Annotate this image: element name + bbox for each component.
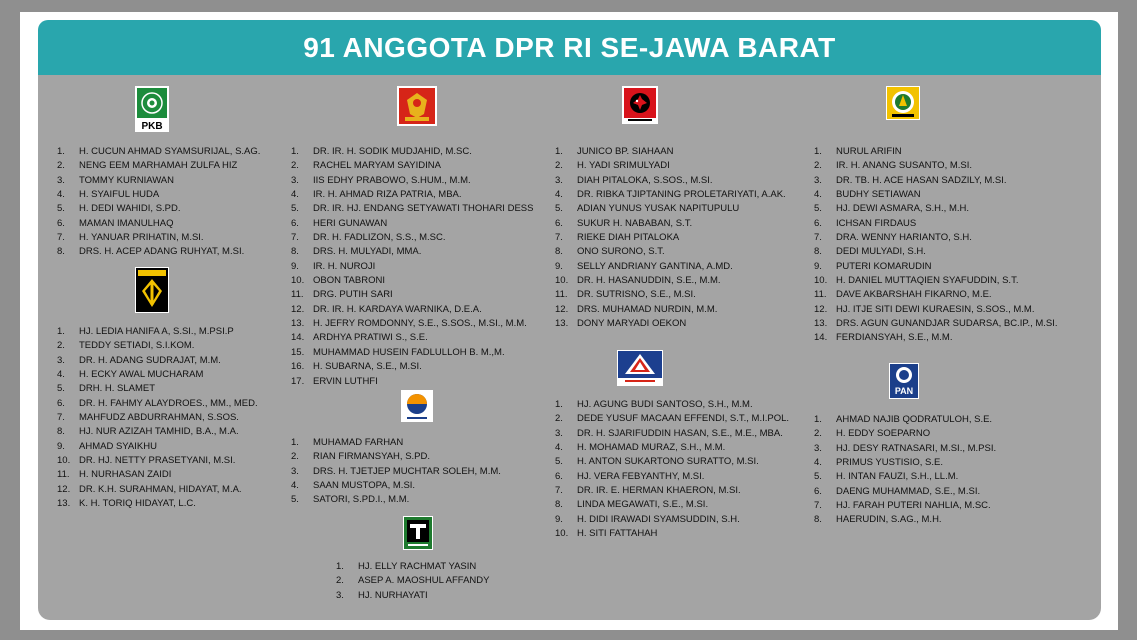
gerindra-member-list <box>291 145 533 389</box>
list-item-number: 2. <box>57 160 65 172</box>
member-name: DR. IR. HJ. ENDANG SETYAWATI THOHARI DESS <box>313 203 534 215</box>
list-item <box>814 427 996 441</box>
nasdem-member-list <box>291 436 501 508</box>
list-item-number: 8. <box>814 246 822 258</box>
list-item <box>814 217 1058 231</box>
list-item <box>291 375 533 389</box>
list-item-number: 2. <box>555 160 563 172</box>
list-item-number: 3. <box>336 589 344 601</box>
list-item <box>291 493 501 507</box>
member-name: MUHAMAD FARHAN <box>313 437 404 448</box>
member-name: HJ. ITJE SITI DEWI KURAESIN, S.SOS., M.M. <box>836 303 1035 315</box>
list-item-number: 8. <box>814 514 822 526</box>
member-name: RIAN FIRMANSYAH, S.PD. <box>313 451 431 463</box>
list-item <box>291 202 533 216</box>
list-item <box>555 260 786 274</box>
list-item-number: 7. <box>291 232 299 244</box>
list-item <box>57 454 258 468</box>
list-item-number: 14. <box>291 332 305 344</box>
list-item <box>814 274 1058 288</box>
list-item-number: 3. <box>814 174 822 186</box>
member-name: DEDI MULYADI, S.H. <box>836 246 926 258</box>
member-name: H. DIDI IRAWADI SYAMSUDDIN, S.H. <box>577 513 740 525</box>
list-item-number: 5. <box>814 471 822 483</box>
list-item <box>555 188 786 202</box>
list-item <box>57 354 258 368</box>
member-name: OBON TABRONI <box>313 275 385 287</box>
list-item <box>57 174 260 188</box>
list-item-number: 4. <box>814 189 822 201</box>
member-name: HJ. AGUNG BUDI SANTOSO, S.H., M.M. <box>577 399 753 410</box>
member-name: DR. IR. E. HERMAN KHAERON, M.SI. <box>577 485 741 497</box>
list-item <box>814 303 1058 317</box>
member-name: ASEP A. MAOSHUL AFFANDY <box>358 575 490 587</box>
member-name: ICHSAN FIRDAUS <box>836 217 917 229</box>
list-item-number: 8. <box>555 499 563 511</box>
list-item-number: 4. <box>57 189 65 201</box>
member-name: DONY MARYADI OEKON <box>577 318 687 330</box>
member-name: HJ. NUR AZIZAH TAMHID, B.A., M.A. <box>79 426 239 438</box>
list-item <box>555 202 786 216</box>
list-item-number: 4. <box>555 442 563 454</box>
member-name: LINDA MEGAWATI, S.E., M.SI. <box>577 499 709 511</box>
list-item <box>57 483 258 497</box>
list-item <box>336 574 489 588</box>
member-name: HJ. FARAH PUTERI NAHLIA, M.SC. <box>836 500 991 512</box>
member-name: AHMAD NAJIB QODRATULOH, S.E. <box>836 414 993 425</box>
list-item-number: 5. <box>555 456 563 468</box>
list-item-number: 12. <box>291 303 305 315</box>
list-item <box>291 346 533 360</box>
list-item <box>291 159 533 173</box>
member-name: DR. IR. H. SODIK MUDJAHID, M.SC. <box>313 146 472 157</box>
member-name: H. DEDI WAHIDI, S.PD. <box>79 203 181 215</box>
member-name: H. DANIEL MUTTAQIEN SYAFUDDIN, S.T. <box>836 275 1019 287</box>
list-item <box>291 465 501 479</box>
member-name: MAMAN IMANULHAQ <box>79 217 174 229</box>
member-name: ERVIN LUTHFI <box>313 375 378 387</box>
pks-logo <box>135 267 169 313</box>
list-item-number: 17. <box>291 375 305 387</box>
member-name: ONO SURONO, S.T. <box>577 246 665 258</box>
list-item-number: 1. <box>291 437 299 448</box>
list-item-number: 9. <box>814 260 822 272</box>
list-item-number: 2. <box>57 340 65 352</box>
list-item-number: 3. <box>555 174 563 186</box>
list-item <box>57 368 258 382</box>
list-item-number: 13. <box>555 318 569 330</box>
list-item <box>814 202 1058 216</box>
list-item <box>555 513 789 527</box>
list-item <box>555 498 789 512</box>
member-name: NENG EEM MARHAMAH ZULFA HIZ <box>79 160 238 172</box>
member-name: H. EDDY SOEPARNO <box>836 428 931 440</box>
member-name: DR. SUTRISNO, S.E., M.SI. <box>577 289 696 301</box>
list-item-number: 15. <box>291 346 305 358</box>
golkar-logo <box>886 86 920 120</box>
pkb-logo-text: PKB <box>141 121 163 132</box>
list-item-number: 9. <box>291 260 299 272</box>
list-item-number: 2. <box>814 160 822 172</box>
list-item-number: 1. <box>291 146 299 157</box>
member-name: DR. H. HASANUDDIN, S.E., M.M. <box>577 275 721 287</box>
pan-member-list <box>814 413 996 528</box>
list-item-number: 6. <box>57 397 65 409</box>
list-item-number: 10. <box>555 275 569 287</box>
list-item-number: 9. <box>555 513 563 525</box>
member-name: DRS. H. ACEP ADANG RUHYAT, M.SI. <box>79 246 245 258</box>
list-item <box>814 231 1058 245</box>
member-name: TOMMY KURNIAWAN <box>79 174 175 186</box>
list-item <box>57 497 258 511</box>
pdip-logo <box>622 86 658 124</box>
member-name: H. ANTON SUKARTONO SURATTO, M.SI. <box>577 456 759 468</box>
member-name: DIAH PITALOKA, S.SOS., M.SI. <box>577 174 713 186</box>
list-item-number: 7. <box>57 232 65 244</box>
list-item-number: 8. <box>555 246 563 258</box>
member-name: JUNICO BP. SIAHAAN <box>577 146 674 157</box>
member-name: H. ECKY AWAL MUCHARAM <box>79 369 204 381</box>
list-item <box>555 245 786 259</box>
member-name: DR. H. FADLIZON, S.S., M.SC. <box>313 232 446 244</box>
list-item <box>57 440 258 454</box>
list-item-number: 5. <box>291 494 299 506</box>
nasdem-logo <box>401 390 433 422</box>
list-item <box>57 159 260 173</box>
member-name: DRA. WENNY HARIANTO, S.H. <box>836 232 972 244</box>
list-item-number: 2. <box>291 160 299 172</box>
list-item-number: 5. <box>814 203 822 215</box>
member-name: DRS. MUHAMAD NURDIN, M.M. <box>577 303 718 315</box>
list-item-number: 1. <box>57 146 65 157</box>
member-name: HJ. ELLY RACHMAT YASIN <box>358 561 477 572</box>
member-name: MAHFUDZ ABDURRAHMAN, S.SOS. <box>79 412 239 424</box>
list-item-number: 5. <box>291 203 299 215</box>
member-name: HJ. VERA FEBYANTHY, M.SI. <box>577 470 705 482</box>
list-item-number: 4. <box>814 457 822 469</box>
list-item-number: 5. <box>555 203 563 215</box>
list-item <box>814 288 1058 302</box>
member-name: K. H. TORIQ HIDAYAT, L.C. <box>79 498 196 510</box>
list-item <box>555 145 786 159</box>
list-item <box>291 260 533 274</box>
list-item-number: 7. <box>814 232 822 244</box>
member-name: DRG. PUTIH SARI <box>313 289 393 301</box>
list-item-number: 12. <box>555 303 569 315</box>
list-item <box>814 188 1058 202</box>
list-item <box>291 317 533 331</box>
list-item <box>555 455 789 469</box>
list-item-number: 4. <box>291 480 299 492</box>
list-item <box>57 325 258 339</box>
list-item-number: 8. <box>57 246 65 258</box>
member-name: H. YADI SRIMULYADI <box>577 160 670 172</box>
list-item-number: 3. <box>555 427 563 439</box>
list-item <box>555 274 786 288</box>
list-item <box>291 145 533 159</box>
member-name: H. JEFRY ROMDONNY, S.E., S.SOS., M.SI., M.M. <box>313 318 527 330</box>
list-item-number: 2. <box>555 413 563 425</box>
list-item-number: 1. <box>57 326 65 337</box>
list-item-number: 8. <box>57 426 65 438</box>
member-name: ARDHYA PRATIWI S., S.E. <box>313 332 428 344</box>
member-name: DR. H. SJARIFUDDIN HASAN, S.E., M.E., MBA. <box>577 427 783 439</box>
list-item-number: 6. <box>814 485 822 497</box>
list-item <box>555 174 786 188</box>
list-item-number: 4. <box>291 189 299 201</box>
page-title: 91 ANGGOTA DPR RI SE-JAWA BARAT <box>303 31 836 63</box>
list-item <box>555 317 786 331</box>
list-item-number: 13. <box>814 318 828 330</box>
list-item <box>291 450 501 464</box>
demokrat-member-list <box>555 398 789 541</box>
member-name: HJ. LEDIA HANIFA A, S.SI., M.PSI.P <box>79 326 234 337</box>
member-name: HERI GUNAWAN <box>313 217 388 229</box>
list-item-number: 6. <box>291 217 299 229</box>
list-item <box>57 382 258 396</box>
member-name: H. YANUAR PRIHATIN, M.SI. <box>79 232 204 244</box>
member-name: DAENG MUHAMMAD, S.E., M.SI. <box>836 485 981 497</box>
list-item-number: 13. <box>57 498 71 510</box>
list-item-number: 3. <box>57 354 65 366</box>
list-item <box>57 217 260 231</box>
list-item <box>336 589 489 603</box>
member-name: SATORI, S.PD.I., M.M. <box>313 494 410 506</box>
list-item <box>57 468 258 482</box>
list-item-number: 11. <box>814 289 827 301</box>
list-item-number: 7. <box>57 412 65 424</box>
list-item-number: 8. <box>291 246 299 258</box>
list-item-number: 12. <box>57 483 71 495</box>
list-item <box>57 411 258 425</box>
member-name: DR. RIBKA TJIPTANING PROLETARIYATI, A.AK. <box>577 189 786 201</box>
list-item <box>555 427 789 441</box>
pan-logo-text: PAN <box>894 386 914 396</box>
list-item-number: 10. <box>291 275 305 287</box>
member-name: H. CUCUN AHMAD SYAMSURIJAL, S.AG. <box>79 146 261 157</box>
member-name: DR. K.H. SURAHMAN, HIDAYAT, M.A. <box>79 483 242 495</box>
list-item-number: 1. <box>336 561 344 572</box>
list-item-number: 1. <box>814 146 822 157</box>
list-item <box>57 202 260 216</box>
list-item-number: 1. <box>555 146 563 157</box>
list-item <box>291 360 533 374</box>
list-item-number: 10. <box>57 455 71 467</box>
member-name: BUDHY SETIAWAN <box>836 189 921 201</box>
list-item <box>555 527 789 541</box>
list-item <box>291 231 533 245</box>
list-item <box>814 245 1058 259</box>
list-item-number: 11. <box>291 289 304 301</box>
list-item-number: 12. <box>814 303 828 315</box>
list-item <box>57 231 260 245</box>
list-item <box>555 288 786 302</box>
member-name: DR. TB. H. ACE HASAN SADZILY, M.SI. <box>836 174 1007 186</box>
member-name: PUTERI KOMARUDIN <box>836 260 932 272</box>
list-item <box>814 456 996 470</box>
member-name: DRH. H. SLAMET <box>79 383 156 395</box>
member-name: H. SYAIFUL HUDA <box>79 189 160 201</box>
list-item-number: 9. <box>57 440 65 452</box>
list-item-number: 1. <box>555 399 563 410</box>
member-name: RACHEL MARYAM SAYIDINA <box>313 160 441 172</box>
list-item-number: 5. <box>57 383 65 395</box>
gerindra-logo <box>397 86 437 126</box>
list-item <box>57 245 260 259</box>
list-item <box>555 159 786 173</box>
pks-member-list <box>57 325 258 511</box>
list-item <box>814 174 1058 188</box>
member-name: DRS. H. TJETJEP MUCHTAR SOLEH, M.M. <box>313 465 501 477</box>
list-item <box>814 470 996 484</box>
list-item-number: 11. <box>555 289 568 301</box>
member-name: HJ. DEWI ASMARA, S.H., M.H. <box>836 203 970 215</box>
list-item-number: 7. <box>555 485 563 497</box>
list-item-number: 4. <box>57 369 65 381</box>
member-name: IR. H. AHMAD RIZA PATRIA, MBA. <box>313 189 462 201</box>
list-item <box>336 560 489 574</box>
member-name: MUHAMMAD HUSEIN FADLULLOH B. M.,M. <box>313 346 505 358</box>
member-name: DAVE AKBARSHAH FIKARNO, M.E. <box>836 289 992 301</box>
list-item-number: 13. <box>291 318 305 330</box>
member-name: H. MOHAMAD MURAZ, S.H., M.M. <box>577 442 726 454</box>
list-item-number: 16. <box>291 361 305 373</box>
list-item <box>57 397 258 411</box>
member-name: DR. HJ. NETTY PRASETYANI, M.SI. <box>79 455 236 467</box>
list-item <box>57 145 260 159</box>
list-item <box>555 470 789 484</box>
list-item-number: 3. <box>814 442 822 454</box>
list-item-number: 4. <box>555 189 563 201</box>
list-item <box>814 145 1058 159</box>
member-name: PRIMUS YUSTISIO, S.E. <box>836 457 943 469</box>
member-name: IIS EDHY PRABOWO, S.HUM., M.M. <box>313 174 471 186</box>
member-name: SAAN MUSTOPA, M.SI. <box>313 480 416 492</box>
ppp-logo <box>403 516 433 550</box>
list-item-number: 3. <box>291 174 299 186</box>
list-item <box>814 159 1058 173</box>
list-item <box>291 274 533 288</box>
member-name: DR. IR. H. KARDAYA WARNIKA, D.E.A. <box>313 303 482 315</box>
member-name: HAERUDIN, S.AG., M.H. <box>836 514 942 526</box>
member-name: DRS. H. MULYADI, MMA. <box>313 246 422 258</box>
list-item <box>291 174 533 188</box>
member-name: NURUL ARIFIN <box>836 146 902 157</box>
list-item-number: 6. <box>814 217 822 229</box>
member-name: H. SUBARNA, S.E., M.SI. <box>313 361 422 373</box>
list-item <box>814 442 996 456</box>
list-item <box>555 398 789 412</box>
list-item <box>814 485 996 499</box>
list-item <box>291 331 533 345</box>
list-item-number: 6. <box>555 470 563 482</box>
list-item-number: 6. <box>57 217 65 229</box>
list-item <box>291 479 501 493</box>
member-name: RIEKE DIAH PITALOKA <box>577 232 680 244</box>
pdip-member-list <box>555 145 786 331</box>
golkar-member-list <box>814 145 1058 346</box>
list-item <box>57 339 258 353</box>
list-item-number: 14. <box>814 332 828 344</box>
list-item-number: 9. <box>555 260 563 272</box>
member-name: DRS. AGUN GUNANDJAR SUDARSA, BC.IP., M.SI. <box>836 318 1058 330</box>
list-item-number: 6. <box>555 217 563 229</box>
member-name: DEDE YUSUF MACAAN EFFENDI, S.T., M.I.POL. <box>577 413 790 425</box>
list-item-number: 1. <box>814 414 822 425</box>
member-name: H. INTAN FAUZI, S.H., LL.M. <box>836 471 959 483</box>
pkb-logo <box>135 86 169 132</box>
member-name: SELLY ANDRIANY GANTINA, A.MD. <box>577 260 733 272</box>
member-name: DR. H. FAHMY ALAYDROES., MM., MED. <box>79 397 258 409</box>
member-name: AHMAD SYAIKHU <box>79 440 157 452</box>
list-item-number: 2. <box>336 575 344 587</box>
pkb-member-list <box>57 145 260 260</box>
list-item-number: 7. <box>814 500 822 512</box>
list-item <box>555 484 789 498</box>
list-item <box>291 217 533 231</box>
member-name: IR. H. ANANG SUSANTO, M.SI. <box>836 160 973 172</box>
list-item-number: 7. <box>555 232 563 244</box>
list-item <box>555 231 786 245</box>
member-name: SUKUR H. NABABAN, S.T. <box>577 217 693 229</box>
list-item <box>57 188 260 202</box>
list-item <box>57 425 258 439</box>
member-name: TEDDY SETIADI, S.I.KOM. <box>79 340 195 352</box>
demokrat-logo <box>617 350 663 386</box>
list-item <box>814 317 1058 331</box>
list-item <box>291 436 501 450</box>
list-item-number: 3. <box>57 174 65 186</box>
list-item-number: 11. <box>57 469 70 481</box>
list-item <box>291 303 533 317</box>
header-bar <box>38 20 1101 75</box>
list-item-number: 3. <box>291 465 299 477</box>
list-item <box>814 513 996 527</box>
list-item-number: 2. <box>291 451 299 463</box>
list-item <box>555 412 789 426</box>
member-name: HJ. DESY RATNASARI, M.SI., M.PSI. <box>836 442 997 454</box>
list-item-number: 5. <box>57 203 65 215</box>
list-item <box>555 217 786 231</box>
list-item <box>555 441 789 455</box>
member-name: HJ. NURHAYATI <box>358 589 428 601</box>
list-item <box>814 413 996 427</box>
list-item-number: 2. <box>814 428 822 440</box>
list-item <box>291 188 533 202</box>
list-item-number: 10. <box>555 528 569 540</box>
ppp-member-list <box>336 560 489 603</box>
list-item <box>291 288 533 302</box>
pan-logo <box>889 363 919 399</box>
member-name: DR. H. ADANG SUDRAJAT, M.M. <box>79 354 221 366</box>
list-item <box>291 245 533 259</box>
member-name: H. SITI FATTAHAH <box>577 528 658 540</box>
list-item <box>555 303 786 317</box>
member-name: IR. H. NUROJI <box>313 260 376 272</box>
list-item <box>814 331 1058 345</box>
list-item <box>814 499 996 513</box>
member-name: FERDIANSYAH, S.E., M.M. <box>836 332 953 344</box>
member-name: H. NURHASAN ZAIDI <box>79 469 172 481</box>
member-name: ADIAN YUNUS YUSAK NAPITUPULU <box>577 203 740 215</box>
list-item <box>814 260 1058 274</box>
list-item-number: 10. <box>814 275 828 287</box>
